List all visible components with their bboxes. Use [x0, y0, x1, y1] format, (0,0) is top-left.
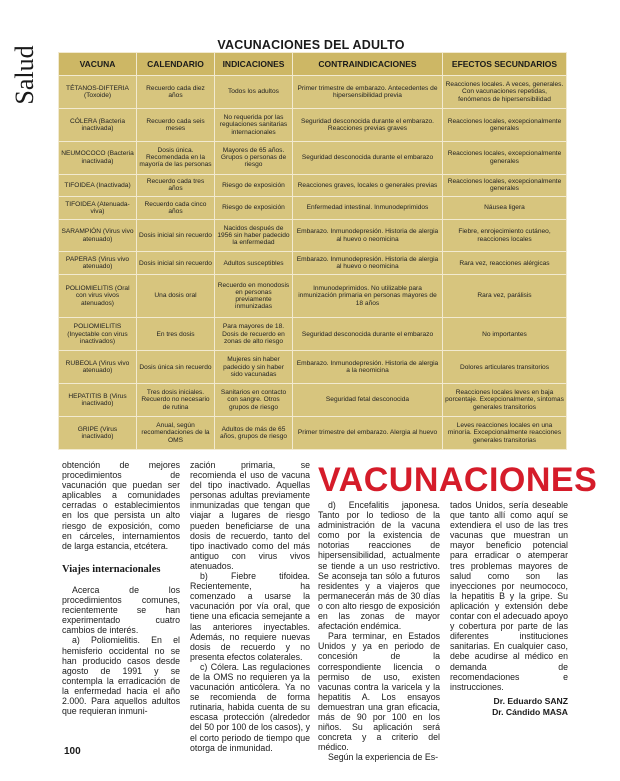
- table-body: [59, 76, 567, 450]
- cell-contraindicaciones: Inmunodeprimidos. No utilizable para inmunización primaria en personas mayores de 18 años: [293, 274, 443, 317]
- article-column-4: [450, 500, 568, 718]
- cell-efectos: No importantes: [443, 318, 567, 351]
- cell-calendario: Recuerdo cada cinco años: [137, 197, 215, 219]
- header-indicaciones: INDICACIONES: [215, 53, 293, 76]
- section-label-text: Salud: [10, 45, 39, 105]
- cell-efectos: Leves reacciones locales en una minoría. Excepcionalmente reacciones generales transitorias: [443, 417, 567, 450]
- cell-vacuna: HEPATITIS B (Virus inactivado): [59, 384, 137, 417]
- article-paragraph: b) Fiebre tifoidea. Recientemente, ha comenzado a usarse la vacunación por vía oral, que tiene una eficacia semejante a las anteriores inyectables. Además, no requiere nuevas dosis de recuerdo y no presenta efectos colaterales.: [190, 571, 310, 662]
- header-contraindicaciones: CONTRAINDICACIONES: [293, 53, 443, 76]
- cell-calendario: Recuerdo cada diez años: [137, 76, 215, 109]
- cell-indicaciones: Riesgo de exposición: [215, 197, 293, 219]
- cell-contraindicaciones: Reacciones graves, locales o generales previas: [293, 174, 443, 196]
- cell-calendario: Dosis única sin recuerdo: [137, 351, 215, 384]
- table-row: [59, 76, 567, 109]
- cell-indicaciones: Recuerdo en monodosis en personas previamente inmunizadas: [215, 274, 293, 317]
- cell-vacuna: SARAMPIÓN (Virus vivo atenuado): [59, 219, 137, 252]
- cell-calendario: Anual, según recomendaciones de la OMS: [137, 417, 215, 450]
- table-row: [59, 274, 567, 317]
- cell-vacuna: PAPERAS (Virus vivo atenuado): [59, 252, 137, 274]
- article-paragraph: Según la experiencia de Es-: [328, 752, 439, 763]
- article-paragraph: obtención de mejores procedimientos de vacunación que puedan ser aplicables a comunidades cerradas o establecimientos en los que persista un alto riesgo de exposición, como en cárceles, internamientos de larga estancia, etcétera.: [62, 460, 180, 551]
- cell-vacuna: CÓLERA (Bacteria inactivada): [59, 108, 137, 141]
- cell-contraindicaciones: Primer trimestre de embarazo. Antecedentes de hipersensibilidad previa: [293, 76, 443, 109]
- cell-calendario: Recuerdo cada seis meses: [137, 108, 215, 141]
- cell-efectos: Reacciones locales, excepcionalmente generales: [443, 108, 567, 141]
- header-calendario: CALENDARIO: [137, 53, 215, 76]
- table-row: [59, 219, 567, 252]
- cell-indicaciones: Todos los adultos: [215, 76, 293, 109]
- cell-vacuna: RUBEOLA (Virus vivo atenuado): [59, 351, 137, 384]
- cell-contraindicaciones: Enfermedad intestinal. Inmunodeprimidos: [293, 197, 443, 219]
- cell-indicaciones: Adultos de más de 65 años, grupos de riesgo: [215, 417, 293, 450]
- cell-efectos: Náusea ligera: [443, 197, 567, 219]
- table-header-row: [59, 53, 567, 76]
- cell-vacuna: POLIOMIELITIS (Oral con virus vivos atenuados): [59, 274, 137, 317]
- cell-contraindicaciones: Embarazo. Inmunodepresión. Historia de alergia a la neomicina: [293, 351, 443, 384]
- cell-vacuna: POLIOMIELITIS (Inyectable con virus inactivados): [59, 318, 137, 351]
- cell-efectos: Dolores articulares transitorios: [443, 351, 567, 384]
- cell-efectos: Reacciones locales, excepcionalmente generales: [443, 174, 567, 196]
- table-row: [59, 252, 567, 274]
- cell-calendario: En tres dosis: [137, 318, 215, 351]
- cell-indicaciones: Mayores de 65 años. Grupos o personas de riesgo: [215, 141, 293, 174]
- article-paragraph: d) Encefalitis japonesa. Tanto por lo tedioso de la administración de la vacuna como por la existencia de notorias reacciones de hipersensibilidad, actualmente se tiende a un uso restrictivo. Se aconseja tan sólo a futuros residentes y a viajeros que permanecerán más de 30 días o con alto riesgo de exposición en las zonas de mayor afectación endémica.: [318, 500, 440, 632]
- cell-vacuna: TIFOIDEA (Atenuada-viva): [59, 197, 137, 219]
- table-row: [59, 351, 567, 384]
- vaccination-table: [58, 52, 567, 450]
- cell-indicaciones: Riesgo de exposición: [215, 174, 293, 196]
- cell-indicaciones: Para mayores de 18. Dosis de recuerdo en zonas de alto riesgo: [215, 318, 293, 351]
- table-row: [59, 174, 567, 196]
- table-row: [59, 417, 567, 450]
- article-title: VACUNACIONES: [318, 461, 598, 499]
- article-paragraph: tados Unidos, sería deseable que tanto allí como aquí se extendiera el uso de las tres vacunas que muestran un mayor beneficio potencial para erradicar o atemperar tres problemas mayores de salud como son las inyecciones por neumococo, la hepatitis B y la gripe. Su aplicación y extensión debe contar con el adecuado apoyo y cobertura por parte de las diferentes instituciones sanitarias. En cualquier caso, debe acudirse al médico en demanda de recomendaciones e instrucciones.: [450, 500, 568, 692]
- cell-efectos: Reacciones locales leves en baja porcentaje. Excepcionalmente, síntomas generales transitorios: [443, 384, 567, 417]
- author-signature: [450, 696, 568, 718]
- cell-calendario: Dosis inicial sin recuerdo: [137, 219, 215, 252]
- cell-efectos: Rara vez, reacciones alérgicas: [443, 252, 567, 274]
- section-label: [10, 44, 40, 106]
- header-vacuna: VACUNA: [59, 53, 137, 76]
- cell-indicaciones: Mujeres sin haber padecido y sin haber sido vacunadas: [215, 351, 293, 384]
- cell-vacuna: NEUMOCOCO (Bacteria inactivada): [59, 141, 137, 174]
- cell-efectos: Rara vez, parálisis: [443, 274, 567, 317]
- cell-contraindicaciones: Seguridad desconocida durante el embarazo: [293, 318, 443, 351]
- page-number: 100: [64, 746, 81, 757]
- header-efectos: EFECTOS SECUNDARIOS: [443, 53, 567, 76]
- cell-calendario: Una dosis oral: [137, 274, 215, 317]
- table-row: [59, 318, 567, 351]
- author-name: Dr. Eduardo SANZ: [493, 695, 568, 706]
- cell-indicaciones: Sanitarios en contacto con sangre. Otros grupos de riesgo: [215, 384, 293, 417]
- table-row: [59, 384, 567, 417]
- article-paragraph: Acerca de los procedimientos comunes, recientemente se han experimentado cuatro cambios de interés.: [62, 584, 180, 636]
- cell-calendario: Tres dosis iniciales. Recuerdo no necesario de rutina: [137, 384, 215, 417]
- cell-vacuna: TIFOIDEA (Inactivada): [59, 174, 137, 196]
- cell-indicaciones: Nacidos después de 1956 sin haber padecido la enfermedad: [215, 219, 293, 252]
- cell-calendario: Dosis inicial sin recuerdo: [137, 252, 215, 274]
- cell-contraindicaciones: Seguridad desconocida durante el embarazo. Reacciones previas graves: [293, 108, 443, 141]
- cell-contraindicaciones: Primer trimestre del embarazo. Alergia al huevo: [293, 417, 443, 450]
- subheading-viajes: Viajes internacionales: [62, 563, 161, 575]
- cell-calendario: Dosis única. Recomendada en la mayoría de las personas: [137, 141, 215, 174]
- article-paragraph: a) Poliomielitis. En el hemisferio occidental no se han producido casos desde agosto de 1991 y se contempla la erradicación de la enfermedad hacia el año 2.000. Para aquellos adultos que requieran inmuni-: [62, 635, 180, 717]
- cell-efectos: Fiebre, enrojecimiento cutáneo, reacciones locales: [443, 219, 567, 252]
- article-paragraph: c) Cólera. Las regulaciones de la OMS no requieren ya la vacunación anticólera. Ya no se recomienda de forma rutinaria, habida cuenta de su escasa protección (alrededor del 50 por 100 de los casos), y el corto periodo de tiempo que otorga de inmunidad.: [190, 661, 310, 753]
- cell-contraindicaciones: Embarazo. Inmunodepresión. Historia de alergia al huevo o neomicina: [293, 252, 443, 274]
- cell-contraindicaciones: Embarazo. Inmunodepresión. Historia de alergia al huevo o neomicina: [293, 219, 443, 252]
- article-column-2: [190, 460, 310, 753]
- author-name: Dr. Cándido MASA: [492, 706, 568, 717]
- cell-vacuna: TÉTANOS-DIFTERIA (Toxoide): [59, 76, 137, 109]
- article-column-3: [318, 500, 440, 762]
- cell-calendario: Recuerdo cada tres años: [137, 174, 215, 196]
- table-row: [59, 108, 567, 141]
- cell-contraindicaciones: Seguridad fetal desconocida: [293, 384, 443, 417]
- table-row: [59, 141, 567, 174]
- cell-vacuna: GRIPE (Virus inactivado): [59, 417, 137, 450]
- article-column-1: [62, 460, 180, 716]
- cell-efectos: Reacciones locales, excepcionalmente generales: [443, 141, 567, 174]
- table-row: [59, 197, 567, 219]
- cell-efectos: Reacciones locales. A veces, generales. Con vacunaciones repetidas, fenómenos de hipersensibilidad: [443, 76, 567, 109]
- cell-contraindicaciones: Seguridad desconocida durante el embarazo: [293, 141, 443, 174]
- article-paragraph: zación primaria, se recomienda el uso de vacuna del tipo inactivado. Aquellas personas adultas previamente inmunizadas que tengan que viajar a lugares de riesgo pueden beneficiarse de una dosis de recuerdo, tanto del tipo inactivado como del más antiguo con virus vivos atenuados.: [190, 460, 310, 571]
- article-paragraph: Para terminar, en Estados Unidos y ya en periodo de concesión de la correspondiente licencia o permiso de uso, existen vacunas contra la varicela y la hepatitis A. Los ensayos demuestran una gran eficacia, más de 90 por 100 en los niños. Su aplicación será concreta y a criterio del médico.: [318, 631, 440, 753]
- table-title: VACUNACIONES DEL ADULTO: [217, 38, 405, 52]
- cell-indicaciones: Adultos susceptibles: [215, 252, 293, 274]
- cell-indicaciones: No requerida por las regulaciones sanitarias internacionales: [215, 108, 293, 141]
